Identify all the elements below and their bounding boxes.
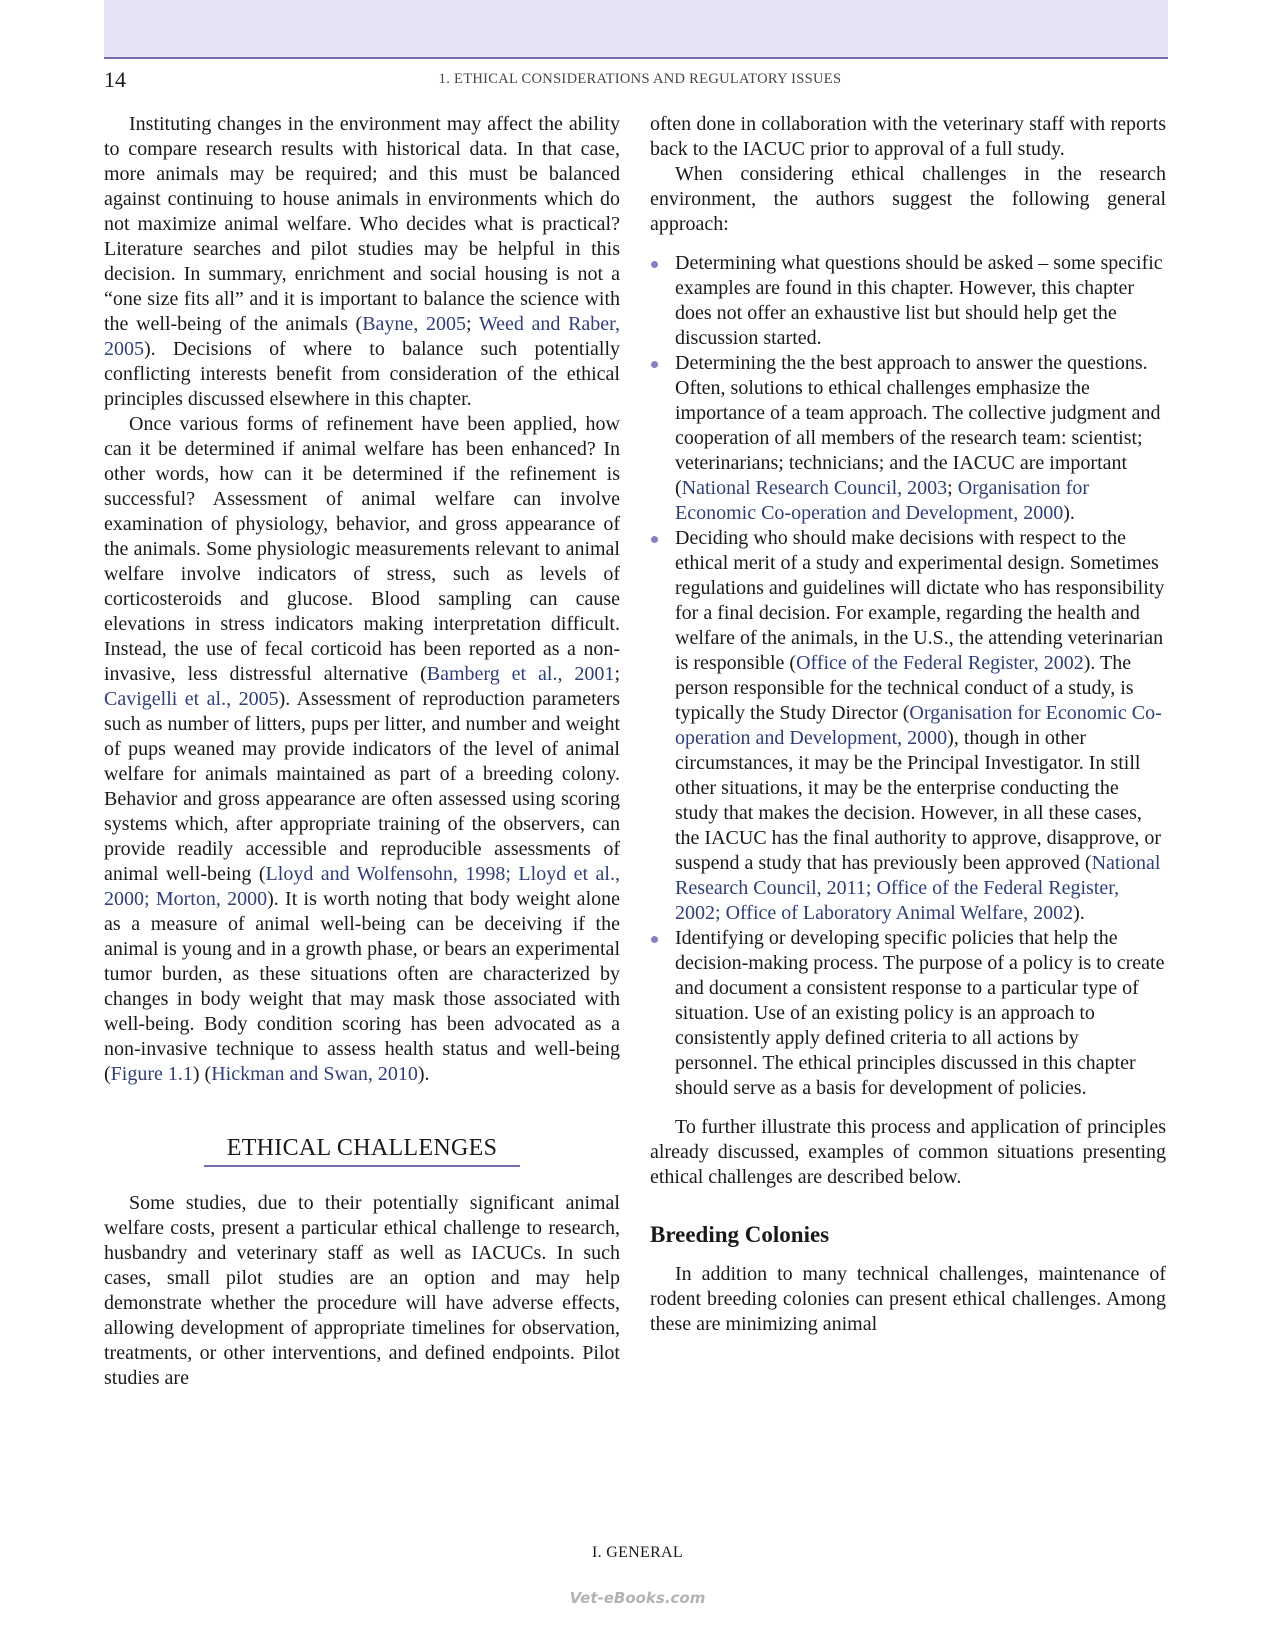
running-head: 1. ETHICAL CONSIDERATIONS AND REGULATORY ISSUES	[438, 71, 842, 87]
citation-link[interactable]: National Research Council, 2011	[675, 852, 1161, 899]
text: Deciding who should make decisions with respect to the ethical merit of a study and experimental design. Sometimes regulations and guidelines will dictate who has responsibility for a final decision. For example, regarding the health and welfare of the animals, in the U.S., the attending veterinarian is responsible (	[675, 527, 1165, 674]
bullet-list	[650, 251, 1166, 1101]
bullet-icon	[651, 536, 658, 543]
text: Determining the the best approach to answer the questions. Often, solutions to ethical challenges emphasize the importance of a team approach. The collective judgment and cooperation of all members of the research team: scientist; veterinarians; technicians; and the IACUC are important (	[675, 352, 1161, 499]
paragraph: Some studies, due to their potentially significant animal welfare costs, present a particular ethical challenge to research, husbandry and veterinary staff as well as IACUCs. In such cases, small pilot studies are an option and may help demonstrate whether the procedure will have adverse effects, allowing development of appropriate timelines for observation, treatments, or other interventions, and defined endpoints. Pilot studies are	[104, 1192, 620, 1389]
citation-link[interactable]: Office of the Federal Register, 2002	[796, 652, 1084, 674]
text: ) (	[192, 1063, 212, 1085]
list-item	[650, 251, 1166, 351]
citation-link[interactable]: Weed and Raber, 2005	[104, 313, 621, 360]
citation-link[interactable]: National Research Council, 2003	[681, 477, 948, 499]
text: Identifying or developing specific policies that help the decision-making process. The purpose of a policy is to create and document a consistent response to a particular type of situation. Use of an existing policy is an approach to consistently apply defined criteria to all actions by personnel. The ethical principles discussed in this chapter should serve as a basis for development of policies.	[675, 927, 1165, 1099]
page-number: 14	[104, 67, 126, 92]
citation-link[interactable]: Bamberg et al., 2001	[426, 663, 615, 685]
text: ). It is worth noting that body weight alone as a measure of animal well-being can be deceiving if the animal is young and in a growth phase, or bears an experimental tumor burden, as these situations often are characterized by changes in body weight that may mask those associated with well-being. Body condition scoring has been advocated as a non-invasive technique to assess health status and well-being (	[104, 888, 620, 1085]
figure-link[interactable]: Figure 1.1	[110, 1063, 193, 1085]
paragraph	[104, 112, 620, 412]
list-item	[650, 526, 1166, 926]
text: ), though in other circumstances, it may be the Principal Investigator. In still other situations, it may be the enterprise conducting the study that makes the decision. However, in all these cases, the IACUC has the final authority to approve, disapprove, or suspend a study that has previously been approved (	[675, 727, 1161, 874]
text: Once various forms of refinement have been applied, how can it be determined if animal welfare has been enhanced? In other words, how can it be determined if the refinement is successful? Assessment of animal welfare can involve examination of physiology, behavior, and gross appearance of the animals. Some physiologic measurements relevant to animal welfare involve indicators of stress, such as levels of corticosteroids and glucose. Blood sampling can cause elevations in stress indicators making interpretation difficult. Instead, the use of fecal corticoid has been reported as a non-invasive, less distressful alternative (	[104, 413, 620, 685]
text: Instituting changes in the environment may affect the ability to compare research results with historical data. In that case, more animals may be required; and this must be balanced against continuing to house animals in environments which do not maximize animal welfare. Who decides what is practical? Literature searches and pilot studies may be helpful in this decision. In summary, enrichment and social housing is not a “one size fits all” and it is important to balance the science with the well-being of the animals (	[104, 113, 620, 335]
citation-link[interactable]: Organisation for Economic Co-operation and Development, 2000	[675, 477, 1090, 524]
subsection-heading: Breeding Colonies	[650, 1222, 830, 1247]
bullet-icon	[651, 361, 658, 368]
bullet-icon	[651, 261, 658, 268]
paragraph: To further illustrate this process and application of principles already discussed, examples of common situations presenting ethical challenges are described below.	[650, 1116, 1166, 1188]
text: ;	[144, 888, 156, 910]
text: ).	[417, 1063, 430, 1085]
citation-link[interactable]: Lloyd et al., 2000	[104, 863, 620, 910]
citation-link[interactable]: Cavigelli et al., 2005	[104, 688, 279, 710]
left-column	[104, 112, 620, 1391]
citation-link[interactable]: Office of Laboratory Animal Welfare, 2002	[725, 902, 1074, 924]
citation-link[interactable]: Bayne, 2005	[362, 313, 466, 335]
text: ;	[505, 863, 519, 885]
text: Determining what questions should be asked – some specific examples are found in this chapter. However, this chapter does not offer an exhaustive list but should help get the discussion started.	[675, 252, 1163, 349]
paragraph: often done in collaboration with the veterinary staff with reports back to the IACUC prior to approval of a full study.	[650, 113, 1166, 160]
header-band	[104, 0, 1168, 59]
paragraph: In addition to many technical challenges, maintenance of rodent breeding colonies can present ethical challenges. Among these are minimizing animal	[650, 1263, 1166, 1335]
bullet-icon	[651, 936, 658, 943]
citation-link[interactable]: Organisation for Economic Co-operation and Development, 2000	[675, 702, 1162, 749]
citation-link[interactable]: Office of the Federal Register, 2002	[675, 877, 1120, 924]
text: ). Assessment of reproduction parameters such as number of litters, pups per litter, and number and weight of pups weaned may provide indicators of the level of animal welfare for animals maintained as part of a breeding colony. Behavior and gross appearance are often assessed using scoring systems which, after appropriate training of the observers, can provide readily accessible and reproducible assessments of animal well-being (	[104, 688, 620, 885]
part-footer: I. GENERAL	[592, 1544, 683, 1561]
list-item	[650, 926, 1166, 1101]
list-item	[650, 351, 1166, 526]
text: ;	[614, 663, 620, 685]
text: ;	[465, 313, 479, 335]
citation-link[interactable]: Hickman and Swan, 2010	[211, 1063, 418, 1085]
section-heading: ETHICAL CHALLENGES	[204, 1133, 520, 1167]
right-column	[650, 112, 1166, 1337]
text: ;	[715, 902, 726, 924]
text: ). The person responsible for the technical conduct of a study, is typically the Study Director (	[675, 652, 1134, 724]
citation-link[interactable]: Lloyd and Wolfensohn, 1998	[265, 863, 506, 885]
watermark-logo: Vet-eBooks.com	[569, 1589, 706, 1607]
text: ).	[1073, 902, 1085, 924]
text: ). Decisions of where to balance such potentially conflicting interests benefit from consideration of the ethical principles discussed elsewhere in this chapter.	[104, 338, 620, 410]
citation-link[interactable]: Morton, 2000	[155, 888, 268, 910]
text: ).	[1063, 502, 1075, 524]
text: ;	[947, 477, 958, 499]
paragraph: When considering ethical challenges in the research environment, the authors suggest the following general approach:	[650, 163, 1166, 235]
paragraph	[104, 412, 620, 1087]
text: ;	[865, 877, 877, 899]
